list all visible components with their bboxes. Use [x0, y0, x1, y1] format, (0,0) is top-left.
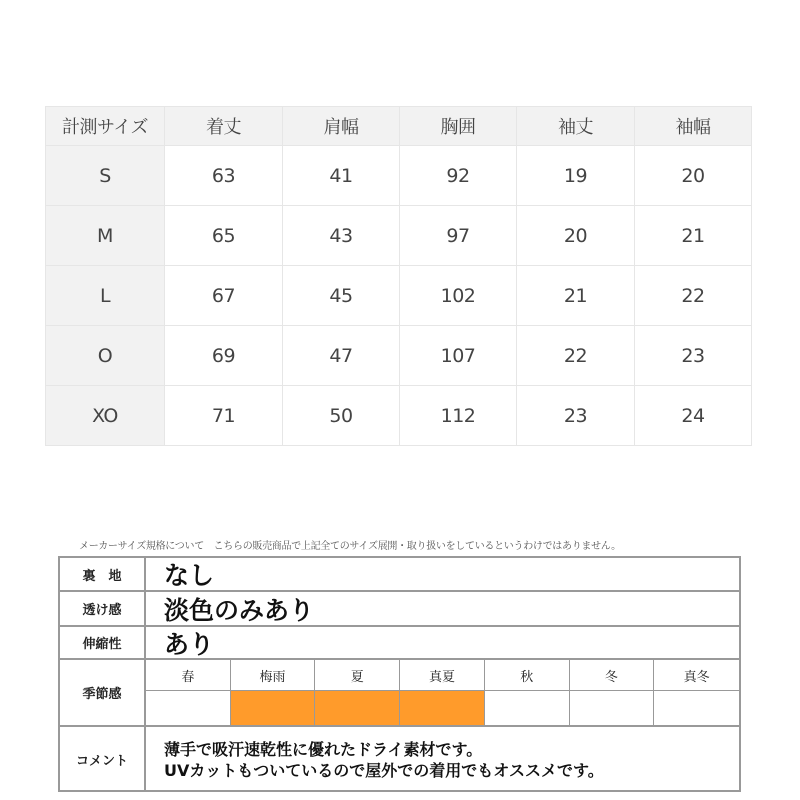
spec-row-season — [60, 660, 739, 727]
season-marker-active — [231, 691, 316, 725]
size-label-cell: S — [46, 146, 165, 206]
size-label-cell: O — [46, 326, 165, 386]
spec-row-stretch — [60, 627, 739, 660]
sheer-label: 透け感 — [60, 592, 146, 625]
season-marker-empty — [654, 691, 739, 725]
measurement-cell: 92 — [400, 146, 517, 206]
spec-row-sheer — [60, 592, 739, 627]
measurement-cell: 112 — [400, 386, 517, 446]
measurement-cell: 21 — [517, 266, 635, 326]
size-row — [46, 206, 752, 266]
size-row — [46, 386, 752, 446]
lining-value: なし — [164, 561, 215, 590]
header-cell-chest: 胸囲 — [400, 107, 517, 146]
size-row — [46, 146, 752, 206]
stretch-label: 伸縮性 — [60, 627, 146, 658]
measurement-cell: 50 — [283, 386, 400, 446]
size-label-cell: L — [46, 266, 165, 326]
season-marker-active — [400, 691, 485, 725]
measurement-cell: 21 — [635, 206, 752, 266]
season-name-cell: 真冬 — [654, 660, 739, 691]
season-name-cell: 冬 — [570, 660, 655, 691]
season-marker-empty — [485, 691, 570, 725]
season-marker-empty — [146, 691, 231, 725]
season-grid — [146, 660, 739, 725]
measurement-cell: 22 — [517, 326, 635, 386]
header-cell-shoulder: 肩幅 — [283, 107, 400, 146]
stretch-value: あり — [164, 629, 215, 659]
size-note: メーカーサイズ規格について こちらの販売商品で上記全てのサイズ展開・取り扱いをしているというわけではありません。 — [79, 541, 621, 552]
measurement-cell: 107 — [400, 326, 517, 386]
season-label: 季節感 — [60, 660, 146, 725]
measurement-cell: 20 — [517, 206, 635, 266]
header-cell-length: 着丈 — [165, 107, 283, 146]
size-label-cell: M — [46, 206, 165, 266]
measurement-cell: 97 — [400, 206, 517, 266]
measurement-cell: 102 — [400, 266, 517, 326]
measurement-cell: 41 — [283, 146, 400, 206]
measurement-cell: 23 — [517, 386, 635, 446]
season-name-cell: 秋 — [485, 660, 570, 691]
measurement-cell: 71 — [165, 386, 283, 446]
season-name-cell: 夏 — [315, 660, 400, 691]
measurement-cell: 24 — [635, 386, 752, 446]
season-name-cell: 真夏 — [400, 660, 485, 691]
comment-label: コメント — [60, 727, 146, 792]
size-table — [45, 106, 752, 446]
size-row — [46, 266, 752, 326]
comment-line: UVカットもついているので屋外での着用でもオススメです。 — [164, 761, 604, 780]
lining-label: 裏 地 — [60, 558, 146, 590]
season-marker-active — [315, 691, 400, 725]
size-header-row — [46, 107, 752, 146]
measurement-cell: 65 — [165, 206, 283, 266]
header-cell-sleeve-length: 袖丈 — [517, 107, 635, 146]
measurement-cell: 23 — [635, 326, 752, 386]
season-name-cell: 春 — [146, 660, 231, 691]
size-row — [46, 326, 752, 386]
comment-line: 薄手で吸汗速乾性に優れたドライ素材です。 — [164, 740, 483, 759]
measurement-cell: 43 — [283, 206, 400, 266]
measurement-cell: 45 — [283, 266, 400, 326]
season-name-cell: 梅雨 — [231, 660, 316, 691]
measurement-cell: 69 — [165, 326, 283, 386]
spec-row-comment — [60, 727, 739, 792]
sheer-value: 淡色のみあり — [164, 595, 315, 625]
size-label-cell: XO — [46, 386, 165, 446]
measurement-cell: 20 — [635, 146, 752, 206]
measurement-cell: 19 — [517, 146, 635, 206]
header-cell-size: 計測サイズ — [46, 107, 165, 146]
season-marker-empty — [570, 691, 655, 725]
measurement-cell: 22 — [635, 266, 752, 326]
spec-row-lining — [60, 558, 739, 592]
measurement-cell: 67 — [165, 266, 283, 326]
measurement-cell: 63 — [165, 146, 283, 206]
header-cell-sleeve-width: 袖幅 — [635, 107, 752, 146]
size-table-body — [46, 107, 752, 446]
spec-table — [58, 556, 741, 792]
measurement-cell: 47 — [283, 326, 400, 386]
comment-text — [164, 739, 604, 781]
